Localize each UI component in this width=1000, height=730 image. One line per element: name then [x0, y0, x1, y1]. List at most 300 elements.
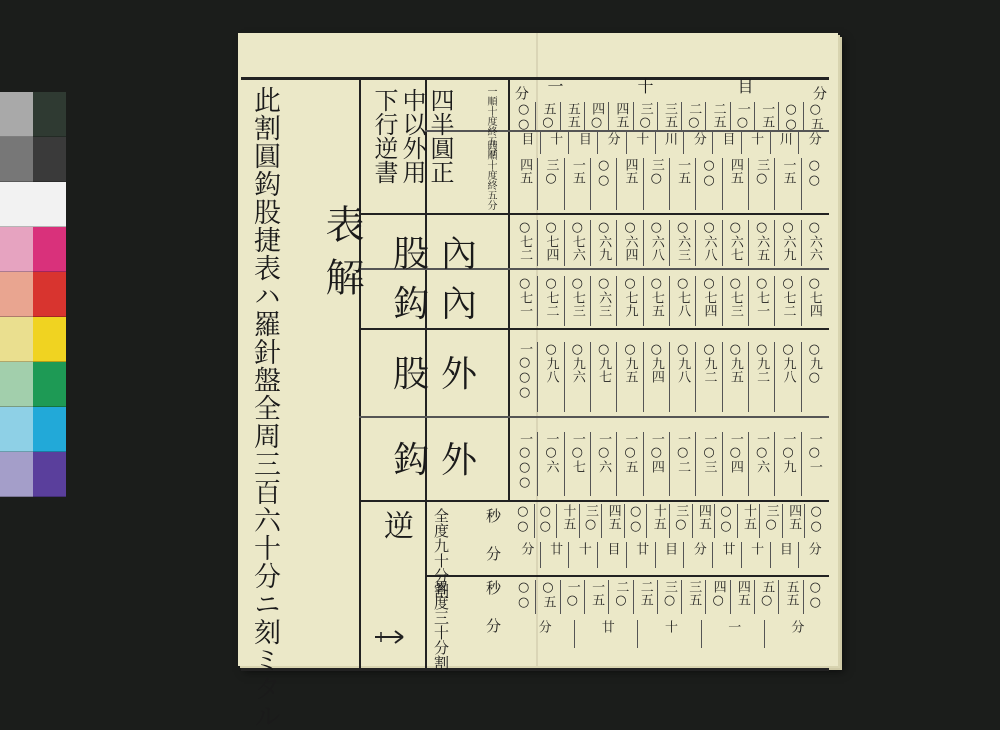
column-divider — [803, 580, 804, 614]
column-divider — [608, 102, 609, 130]
table-cell: 一○九 — [780, 432, 796, 473]
table-cell: ○六九 — [780, 220, 796, 261]
table-cell: ○七二 — [517, 220, 533, 261]
table-cell: 一○五 — [622, 432, 638, 473]
table-cell: ○七四 — [806, 276, 822, 317]
header-digit-3: 目 — [735, 78, 754, 94]
color-swatch — [33, 137, 66, 182]
table-cell: 十 — [633, 132, 649, 145]
column-divider — [722, 220, 723, 266]
column-divider — [798, 542, 799, 568]
color-swatch — [0, 272, 33, 317]
table-cell: ○九八 — [675, 342, 691, 383]
color-swatch — [0, 317, 33, 362]
bottom-lower-markers — [511, 620, 827, 648]
table-cell: 四○ — [589, 102, 605, 130]
table-cell: 三○ — [754, 158, 770, 186]
table-cell: ○○ — [718, 504, 734, 534]
column-divider — [537, 342, 538, 412]
column-divider — [669, 158, 670, 210]
table-cell: 一○七 — [569, 432, 585, 473]
column-divider — [748, 158, 749, 210]
table-cell: ○六七 — [727, 220, 743, 261]
table-cell: 四五 — [695, 504, 711, 530]
column-divider — [574, 620, 575, 648]
table-cell: ○七四 — [543, 220, 559, 261]
color-swatch — [33, 407, 66, 452]
table-cell: ○○ — [515, 504, 531, 534]
table-cell: 一○四 — [648, 432, 664, 473]
color-swatch — [0, 362, 33, 407]
table-cell: 四五 — [605, 504, 621, 530]
column-divider — [556, 504, 557, 538]
table-cell: ○○ — [806, 158, 822, 188]
table-cell: 分 — [690, 132, 706, 145]
column-divider — [741, 132, 742, 154]
divider-row4 — [359, 500, 829, 502]
column-divider — [737, 504, 738, 538]
row3-values — [511, 342, 827, 412]
table-cell: 一○ — [734, 102, 750, 130]
column-divider — [722, 342, 723, 412]
table-cell: ○○ — [808, 504, 824, 534]
table-cell: ○七一 — [517, 276, 533, 317]
table-cell: 一○六 — [596, 432, 612, 473]
divider-header — [359, 213, 829, 215]
column-divider — [741, 542, 742, 568]
table-cell: ○六三 — [596, 276, 612, 317]
table-cell: ○七六 — [569, 220, 585, 261]
column-divider — [643, 220, 644, 266]
table-cell: 分 — [805, 542, 821, 555]
table-cell: 分 — [788, 620, 804, 633]
side-title: 表解 — [319, 204, 364, 310]
column-divider — [801, 276, 802, 326]
column-divider — [748, 342, 749, 412]
note-line-1: 四半圓正 — [426, 88, 454, 184]
row2-values — [511, 276, 827, 326]
divider-bottom — [425, 575, 829, 577]
column-divider — [722, 158, 723, 210]
column-divider — [695, 432, 696, 496]
table-cell: 分 — [535, 620, 551, 633]
table-cell: 五○ — [759, 580, 775, 608]
table-cell: ○七五 — [648, 276, 664, 317]
header-unit: 分 — [513, 86, 529, 100]
column-divider — [681, 580, 682, 614]
color-swatch — [33, 272, 66, 317]
column-divider — [637, 620, 638, 648]
table-cell: ○九四 — [648, 342, 664, 383]
arrow-icon — [373, 626, 407, 648]
column-divider — [616, 276, 617, 326]
column-divider — [564, 220, 565, 266]
column-divider — [568, 542, 569, 568]
row4-b: 外 — [441, 440, 490, 481]
column-divider — [657, 102, 658, 130]
column-divider — [722, 432, 723, 496]
table-cell: ○七四 — [701, 276, 717, 317]
table-cell: ○六八 — [701, 220, 717, 261]
table-cell: 廿 — [633, 542, 649, 555]
column-divider — [590, 342, 591, 412]
table-cell: ○○ — [783, 102, 799, 132]
column-divider — [714, 504, 715, 538]
column-divider — [657, 580, 658, 614]
column-divider — [804, 504, 805, 538]
column-divider — [754, 580, 755, 614]
column-divider — [669, 220, 670, 266]
table-cell: 十 — [748, 542, 764, 555]
column-divider — [701, 620, 702, 648]
color-swatch — [33, 92, 66, 137]
column-divider — [801, 342, 802, 412]
color-swatch — [0, 92, 33, 137]
table-cell: 一五 — [759, 102, 775, 128]
column-divider — [695, 158, 696, 210]
column-divider — [764, 620, 765, 648]
divider-row3 — [359, 416, 829, 418]
column-divider — [683, 132, 684, 154]
column-divider — [597, 542, 598, 568]
color-swatch — [0, 407, 33, 452]
column-divider — [590, 432, 591, 496]
table-cell: 三○ — [648, 158, 664, 186]
column-divider — [643, 158, 644, 210]
column-divider — [643, 432, 644, 496]
table-cell: 目 — [776, 542, 792, 555]
main-title: 此割圓鈎股捷表ハ羅針盤全周三百六十分ニ刻ミタル — [249, 86, 280, 730]
column-divider — [626, 132, 627, 154]
table-cell: ○九五 — [622, 342, 638, 383]
column-divider — [801, 158, 802, 210]
sec-label-lower: 秒 — [484, 580, 502, 595]
table-cell: 一○六 — [754, 432, 770, 473]
table-cell: 十 — [662, 620, 677, 633]
column-divider — [683, 542, 684, 568]
table-cell: 分 — [805, 132, 821, 145]
table-cell: ○九七 — [596, 342, 612, 383]
column-divider — [537, 432, 538, 496]
column-divider — [646, 504, 647, 538]
column-divider — [564, 158, 565, 210]
column-divider — [681, 102, 682, 130]
table-cell: 一○二 — [675, 432, 691, 473]
header-range-label: 一順十度終五分 — [485, 86, 496, 156]
table-cell: 三○ — [763, 504, 779, 532]
column-divider — [633, 102, 634, 130]
column-divider — [748, 432, 749, 496]
table-cell: ○五 — [807, 102, 823, 130]
table-cell: 四五 — [786, 504, 802, 530]
column-divider — [655, 542, 656, 568]
table-cell: 三五 — [662, 102, 677, 128]
column-divider — [798, 132, 799, 154]
table-cell: 一○三 — [701, 432, 717, 473]
column-divider — [778, 580, 779, 614]
color-swatch — [33, 452, 66, 497]
table-cell: ○○ — [516, 102, 532, 132]
column-divider — [564, 276, 565, 326]
table-cell: 一五 — [780, 158, 796, 184]
row1-b: 內 — [441, 234, 490, 275]
row3-a: 股 — [393, 354, 442, 395]
table-cell: ○九二 — [754, 342, 770, 383]
table-cell: 一○○○ — [517, 432, 533, 490]
table-cell: ○六六 — [806, 220, 822, 261]
table-cell: 一 — [725, 620, 741, 633]
table-cell: 十五 — [741, 504, 756, 530]
table-cell: ○九八 — [543, 342, 559, 383]
table-cell: ○九○ — [806, 342, 822, 385]
table-cell: 廿 — [719, 542, 735, 555]
column-divider — [669, 276, 670, 326]
column-divider — [669, 504, 670, 538]
color-swatch — [33, 317, 66, 362]
note-line-2: 中以外用 — [398, 88, 426, 184]
note-line-3: 下行逆書 — [370, 88, 398, 184]
row2-b: 內 — [441, 284, 490, 325]
min-label-lower: 分 — [484, 618, 502, 633]
color-swatch — [33, 182, 66, 227]
bottom-upper-markers — [511, 542, 827, 568]
table-cell: 一五 — [569, 158, 585, 184]
reverse-label: 逆 — [378, 510, 413, 540]
column-divider — [590, 276, 591, 326]
column-divider — [705, 580, 706, 614]
column-divider — [540, 542, 541, 568]
divider-title-column — [359, 80, 361, 668]
color-swatch — [0, 182, 33, 227]
header-digit-2: 十 — [635, 78, 654, 94]
column-divider — [643, 342, 644, 412]
table-cell: 目 — [604, 542, 620, 555]
color-calibration-bar — [0, 92, 66, 497]
row2-a: 鈎 — [393, 284, 442, 325]
table-frame — [241, 77, 829, 730]
column-divider — [774, 158, 775, 210]
second-values-row — [511, 158, 827, 210]
table-cell: 十五 — [650, 504, 666, 530]
column-divider — [537, 158, 538, 210]
second-markers-row — [511, 132, 827, 154]
column-divider — [759, 504, 760, 538]
header-second-range-label: 四順十度終五分 — [485, 140, 496, 210]
table-cell: ○九六 — [569, 342, 585, 383]
column-divider — [705, 102, 706, 130]
column-divider — [597, 132, 598, 154]
table-cell: 分 — [518, 542, 534, 555]
column-divider — [692, 504, 693, 538]
table-cell: ○六九 — [596, 220, 612, 261]
lower-degree-label: 畧度三十分割 — [432, 580, 450, 670]
column-divider — [590, 158, 591, 210]
column-divider — [579, 504, 580, 538]
bottom-upper-values — [511, 504, 827, 538]
table-cell: 目 — [575, 132, 591, 145]
column-divider — [778, 102, 779, 130]
column-divider — [633, 580, 634, 614]
table-cell: 二○ — [613, 580, 629, 608]
table-cell: 四五 — [622, 158, 638, 184]
table-cell: ○○ — [516, 580, 532, 610]
table-cell: ○○ — [807, 580, 823, 610]
table-cell: 三○ — [543, 158, 559, 186]
row-label-outer-gou — [393, 432, 489, 483]
table-cell: ○七三 — [727, 276, 743, 317]
table-cell: 四五 — [734, 580, 750, 606]
column-divider — [564, 432, 565, 496]
column-divider — [537, 220, 538, 266]
table-cell: ○五 — [540, 580, 556, 608]
column-divider — [616, 220, 617, 266]
column-divider — [722, 276, 723, 326]
row1-a: 股 — [393, 234, 442, 275]
table-cell: 五五 — [783, 580, 799, 606]
divider-data-start — [508, 80, 510, 500]
column-divider — [695, 276, 696, 326]
color-swatch — [0, 452, 33, 497]
column-divider — [655, 132, 656, 154]
column-divider — [754, 102, 755, 130]
table-cell: ○○ — [701, 158, 717, 188]
table-cell: 川 — [776, 132, 792, 145]
column-divider — [590, 220, 591, 266]
column-divider — [695, 220, 696, 266]
column-divider — [616, 158, 617, 210]
row4-values — [511, 432, 827, 496]
column-divider — [774, 220, 775, 266]
row4-a: 鈎 — [393, 440, 442, 481]
table-cell: 四五 — [727, 158, 743, 184]
table-cell: 四五 — [613, 102, 629, 128]
table-cell: 十 — [547, 132, 563, 145]
full-degree-label: 全度九十分割 — [432, 508, 450, 598]
color-swatch — [0, 227, 33, 272]
table-cell: 四○ — [710, 580, 726, 608]
column-divider — [560, 580, 561, 614]
table-cell: 分 — [690, 542, 706, 555]
sec-label-upper: 秒 — [484, 508, 502, 523]
table-cell: 目 — [719, 132, 735, 145]
table-cell: 十 — [575, 542, 591, 555]
table-cell: ○六四 — [622, 220, 638, 261]
table-cell: 十五 — [560, 504, 576, 530]
table-cell: ○七二 — [780, 276, 796, 317]
column-divider — [616, 432, 617, 496]
table-cell: 目 — [518, 132, 534, 145]
column-divider — [730, 102, 731, 130]
column-divider — [695, 342, 696, 412]
column-divider — [803, 102, 804, 130]
column-divider — [616, 342, 617, 412]
table-cell: 一五 — [675, 158, 691, 184]
column-divider — [601, 504, 602, 538]
column-divider — [560, 102, 561, 130]
table-cell: 二○ — [686, 102, 702, 130]
top-values-row — [511, 102, 827, 130]
column-divider — [748, 220, 749, 266]
column-divider — [801, 220, 802, 266]
table-cell: 一○一 — [806, 432, 822, 473]
table-cell: 二五 — [637, 580, 653, 606]
table-cell: 十 — [748, 132, 764, 145]
table-cell: ○七一 — [754, 276, 770, 317]
header-end-unit: 分 — [811, 86, 827, 100]
table-cell: ○六五 — [754, 220, 770, 261]
table-cell: ○七二 — [543, 276, 559, 317]
column-divider — [770, 542, 771, 568]
book-page-spread — [238, 33, 838, 730]
column-divider — [535, 102, 536, 130]
color-swatch — [33, 227, 66, 272]
color-swatch — [33, 362, 66, 407]
column-divider — [643, 276, 644, 326]
table-cell: ○九二 — [701, 342, 717, 383]
table-cell: ○六八 — [648, 220, 664, 261]
column-divider — [782, 504, 783, 538]
column-divider — [568, 132, 569, 154]
column-divider — [712, 542, 713, 568]
row-label-inner-gu — [393, 226, 489, 277]
column-divider — [564, 342, 565, 412]
table-cell: 一○○○ — [517, 342, 533, 400]
row-label-inner-gou — [393, 276, 489, 327]
table-cell: 五五 — [564, 102, 580, 128]
table-cell: ○○ — [596, 158, 612, 188]
column-divider — [774, 342, 775, 412]
column-divider — [770, 132, 771, 154]
table-cell: 分 — [604, 132, 620, 145]
bottom-lower-values — [511, 580, 827, 614]
column-divider — [624, 504, 625, 538]
table-cell: ○七八 — [675, 276, 691, 317]
table-cell: 五○ — [540, 102, 556, 130]
table-cell: 三○ — [673, 504, 689, 532]
column-divider — [774, 432, 775, 496]
column-divider — [774, 276, 775, 326]
table-cell: 一○四 — [727, 432, 743, 473]
row3-b: 外 — [441, 354, 490, 395]
column-divider — [669, 432, 670, 496]
divider-row2 — [359, 328, 829, 330]
table-cell: 三○ — [583, 504, 598, 532]
column-divider — [537, 276, 538, 326]
table-cell: 三五 — [686, 580, 702, 606]
column-divider — [535, 580, 536, 614]
table-cell: ○九五 — [727, 342, 743, 383]
column-divider — [584, 580, 585, 614]
table-cell: ○九八 — [780, 342, 796, 383]
column-divider — [534, 504, 535, 538]
column-divider — [712, 132, 713, 154]
color-swatch — [0, 137, 33, 182]
table-cell: ○○ — [628, 504, 644, 534]
table-cell: 一○六 — [543, 432, 559, 473]
table-cell: 川 — [662, 132, 677, 145]
column-divider — [584, 102, 585, 130]
table-cell: 三○ — [662, 580, 677, 608]
table-cell: 三○ — [637, 102, 653, 130]
column-divider — [730, 580, 731, 614]
min-label-upper: 分 — [484, 546, 502, 561]
header-digit-1: 一 — [545, 78, 564, 94]
column-divider — [608, 580, 609, 614]
table-cell: ○七三 — [569, 276, 585, 317]
table-cell: ○○ — [537, 504, 553, 534]
table-cell: 一五 — [589, 580, 605, 606]
row1-values — [511, 220, 827, 266]
